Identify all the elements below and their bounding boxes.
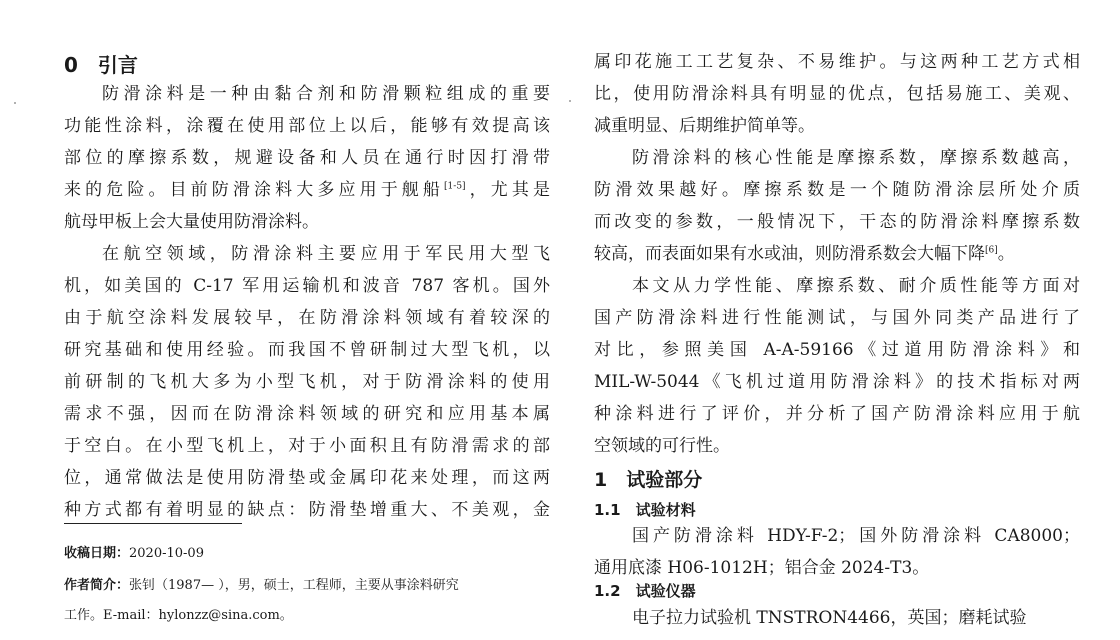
paragraph-line: 功能性涂料，涂覆在使用部位上以后，能够有效提高该: [64, 116, 550, 136]
paragraph-line: 而改变的参数，一般情况下，干态的防滑涂料摩擦系数: [594, 212, 1080, 232]
paragraph-line: 本文从力学性能、摩擦系数、耐介质性能等方面对: [632, 276, 1080, 296]
paragraph-line: 空领域的可行性。: [594, 436, 730, 456]
paragraph-line: MIL-W-5044《飞机过道用防滑涂料》的技术指标对两: [594, 372, 1080, 392]
subsection-heading-materials: 1.1 试验材料: [594, 501, 696, 519]
paragraph-line: 种涂料进行了评价，并分析了国产防滑涂料应用于航: [594, 404, 1080, 424]
paragraph-line: 需求不强，因而在防滑涂料领域的研究和应用基本属: [64, 404, 550, 424]
paragraph-line: 在航空领域，防滑涂料主要应用于军民用大型飞: [102, 244, 550, 264]
paragraph-line: 防滑涂料是一种由黏合剂和防滑颗粒组成的重要: [102, 84, 550, 104]
footnote-divider: [64, 523, 242, 524]
paragraph-line: 国产防滑涂料 HDY-F-2；国外防滑涂料 CA8000；: [632, 526, 1080, 546]
paragraph-line: 通用底漆 H06-1012H；铝合金 2024-T3。: [594, 558, 930, 578]
citation-ref: [1-5]: [444, 181, 466, 192]
paragraph-line: [64, 174, 550, 206]
footnote-author-email: 工作。E-mail：hylonzz@sina.com。: [64, 608, 293, 623]
paragraph-line: 对比，参照美国 A-A-59166《过道用防滑涂料》和: [594, 340, 1080, 360]
footnote-value: 张钊（1987— ），男，硕士，工程师，主要从事涂料研究: [129, 578, 459, 593]
paragraph-line: 航母甲板上会大量使用防滑涂料。: [64, 212, 319, 232]
line-text: 来的危险。目前防滑涂料大多应用于舰船: [64, 180, 445, 200]
line-text: 较高，而表面如果有水或油，则防滑系数会大幅下降: [594, 244, 985, 264]
paragraph-line: 研究基础和使用经验。而我国不曾研制过大型飞机，以: [64, 340, 550, 360]
section-heading-introduction: 0 引言: [64, 53, 138, 77]
line-text: ，尤其是: [465, 180, 550, 200]
footnote-author: [64, 572, 459, 600]
footnote-label: 作者简介：: [64, 578, 130, 593]
paragraph-line: 种方式都有着明显的缺点：防滑垫增重大、不美观，金: [64, 500, 550, 520]
scan-speck: [14, 102, 16, 104]
paragraph-line: [594, 238, 1080, 270]
subsection-heading-instruments: 1.2 试验仪器: [594, 582, 696, 600]
paragraph-line: 电子拉力试验机 TNSTRON4466，英国；磨耗试验: [632, 608, 1027, 628]
paragraph-line: 比，使用防滑涂料具有明显的优点，包括易施工、美观、: [594, 84, 1080, 104]
paragraph-line: 部位的摩擦系数，规避设备和人员在通行时因打滑带: [64, 148, 550, 168]
paragraph-line: 前研制的飞机大多为小型飞机，对于防滑涂料的使用: [64, 372, 550, 392]
paragraph-line: 国产防滑涂料进行性能测试，与国外同类产品进行了: [594, 308, 1080, 328]
paragraph-line: 由于航空涂料发展较早，在防滑涂料领域有着较深的: [64, 308, 550, 328]
footnote-received: [64, 540, 204, 568]
section-heading-experimental: 1 试验部分: [594, 469, 703, 491]
footnote-label: 收稿日期：: [64, 546, 130, 561]
paragraph-line: 属印花施工工艺复杂、不易维护。与这两种工艺方式相: [594, 52, 1080, 72]
scan-speck: [569, 100, 571, 102]
paragraph-line: 防滑涂料的核心性能是摩擦系数，摩擦系数越高，: [632, 148, 1080, 168]
paragraph-line: 位，通常做法是使用防滑垫或金属印花来处理，而这两: [64, 468, 550, 488]
citation-ref: [6]: [985, 245, 998, 256]
line-text: 。: [997, 244, 1015, 264]
paragraph-line: 防滑效果越好。摩擦系数是一个随防滑涂层所处介质: [594, 180, 1080, 200]
paragraph-line: 于空白。在小型飞机上，对于小面积且有防滑需求的部: [64, 436, 550, 456]
footnote-value: 2020-10-09: [129, 546, 204, 561]
paragraph-line: 减重明显、后期维护简单等。: [594, 116, 815, 136]
paragraph-line: 机，如美国的 C-17 军用运输机和波音 787 客机。国外: [64, 276, 550, 296]
